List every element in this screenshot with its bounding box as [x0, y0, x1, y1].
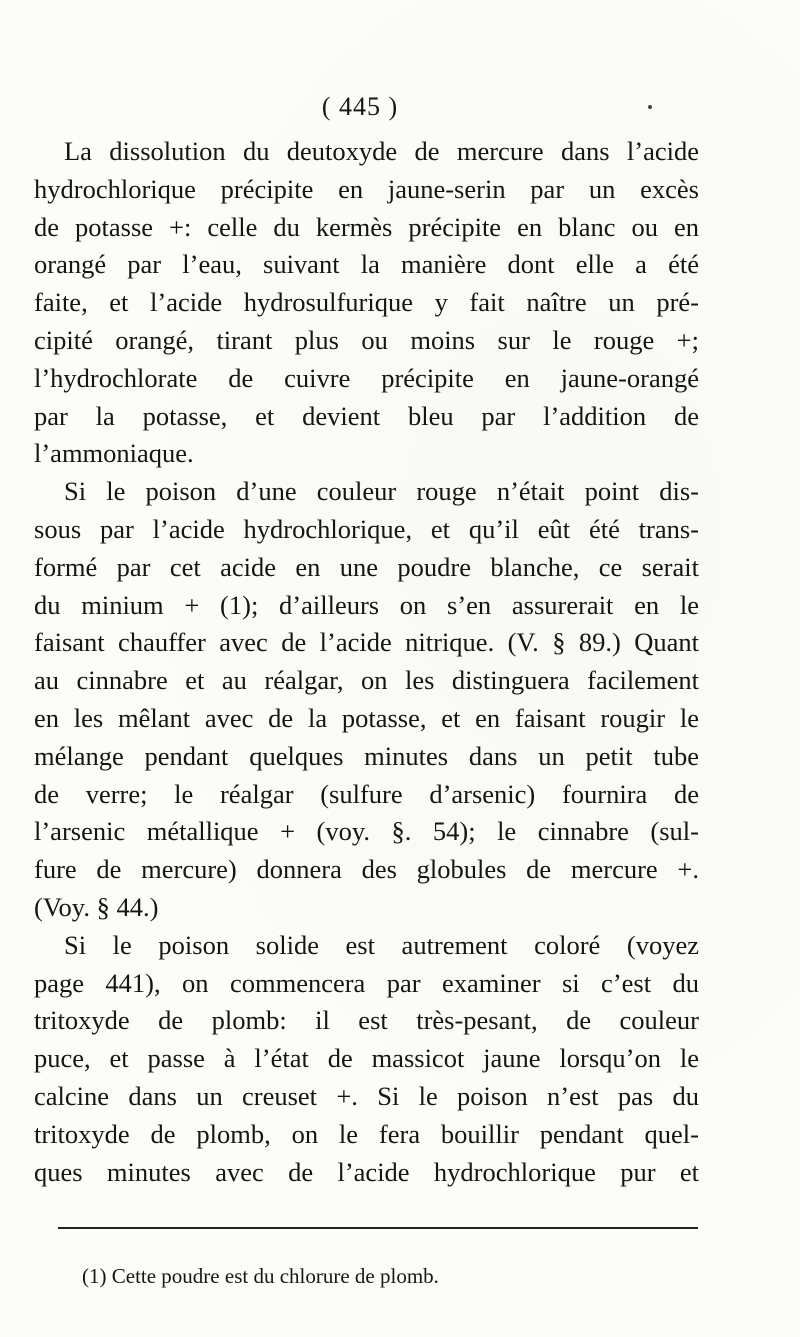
footnote-rule	[58, 1227, 698, 1229]
text-line: l’hydrochlorate de cuivre précipite en jaune-orangé	[34, 362, 699, 393]
text-line: fure de mercure) donnera des globules de mercure +.	[34, 854, 699, 885]
text-line: La dissolution du deutoxyde de mercure dans l’acide	[64, 136, 699, 166]
text-line: puce, et passe à l’état de massicot jaune lorsqu’on le	[34, 1043, 699, 1074]
text-line: calcine dans un creuset +. Si le poison n’est pas du	[34, 1080, 699, 1111]
text-line: tritoxyde de plomb: il est très-pesant, de couleur	[34, 1005, 699, 1036]
text-line: du minium + (1); d’ailleurs on s’en assurerait en le	[34, 589, 699, 620]
paragraph	[34, 473, 699, 927]
text-line: faite, et l’acide hydrosulfurique y fait naître un pré-	[34, 287, 699, 318]
text-line: Si le poison solide est autrement coloré (voyez	[64, 929, 699, 960]
paragraph	[34, 133, 699, 473]
body-text	[34, 133, 699, 1191]
text-line: l’ammoniaque.	[34, 438, 194, 469]
text-line: l’arsenic métallique + (voy. §. 54); le cinnabre (sul-	[34, 816, 699, 847]
text-line: page 441), on commencera par examiner si c’est du	[34, 967, 699, 998]
text-line: tritoxyde de plomb, on le fera bouillir pendant quel-	[34, 1118, 699, 1149]
page-number: ( 445 )	[321, 92, 399, 121]
footnote: (1) Cette poudre est du chlorure de plomb.	[82, 1264, 439, 1288]
ink-speck	[648, 105, 652, 109]
text-line: mélange pendant quelques minutes dans un petit tube	[34, 740, 699, 771]
text-line: (Voy. § 44.)	[34, 891, 159, 922]
text-line: orangé par l’eau, suivant la manière dont elle a été	[34, 249, 699, 280]
paragraph	[34, 927, 699, 1192]
text-line: ques minutes avec de l’acide hydrochlorique pur et	[34, 1156, 699, 1187]
text-line: faisant chauffer avec de l’acide nitrique. (V. § 89.) Quant	[34, 627, 699, 658]
text-line: de potasse +: celle du kermès précipite en blanc ou en	[34, 211, 699, 242]
text-line: sous par l’acide hydrochlorique, et qu’il eût été trans-	[34, 513, 699, 544]
text-line: en les mêlant avec de la potasse, et en faisant rougir le	[34, 702, 699, 733]
text-line: au cinnabre et au réalgar, on les distinguera facilement	[34, 665, 699, 696]
text-line: par la potasse, et devient bleu par l’addition de	[34, 400, 699, 431]
text-line: hydrochlorique précipite en jaune-serin par un excès	[34, 173, 699, 204]
text-line: formé par cet acide en une poudre blanche, ce serait	[34, 551, 699, 582]
text-line: Si le poison d’une couleur rouge n’était point dis-	[64, 476, 699, 507]
text-line: de verre; le réalgar (sulfure d’arsenic) fournira de	[34, 778, 699, 809]
text-line: cipité orangé, tirant plus ou moins sur le rouge +;	[34, 324, 699, 355]
